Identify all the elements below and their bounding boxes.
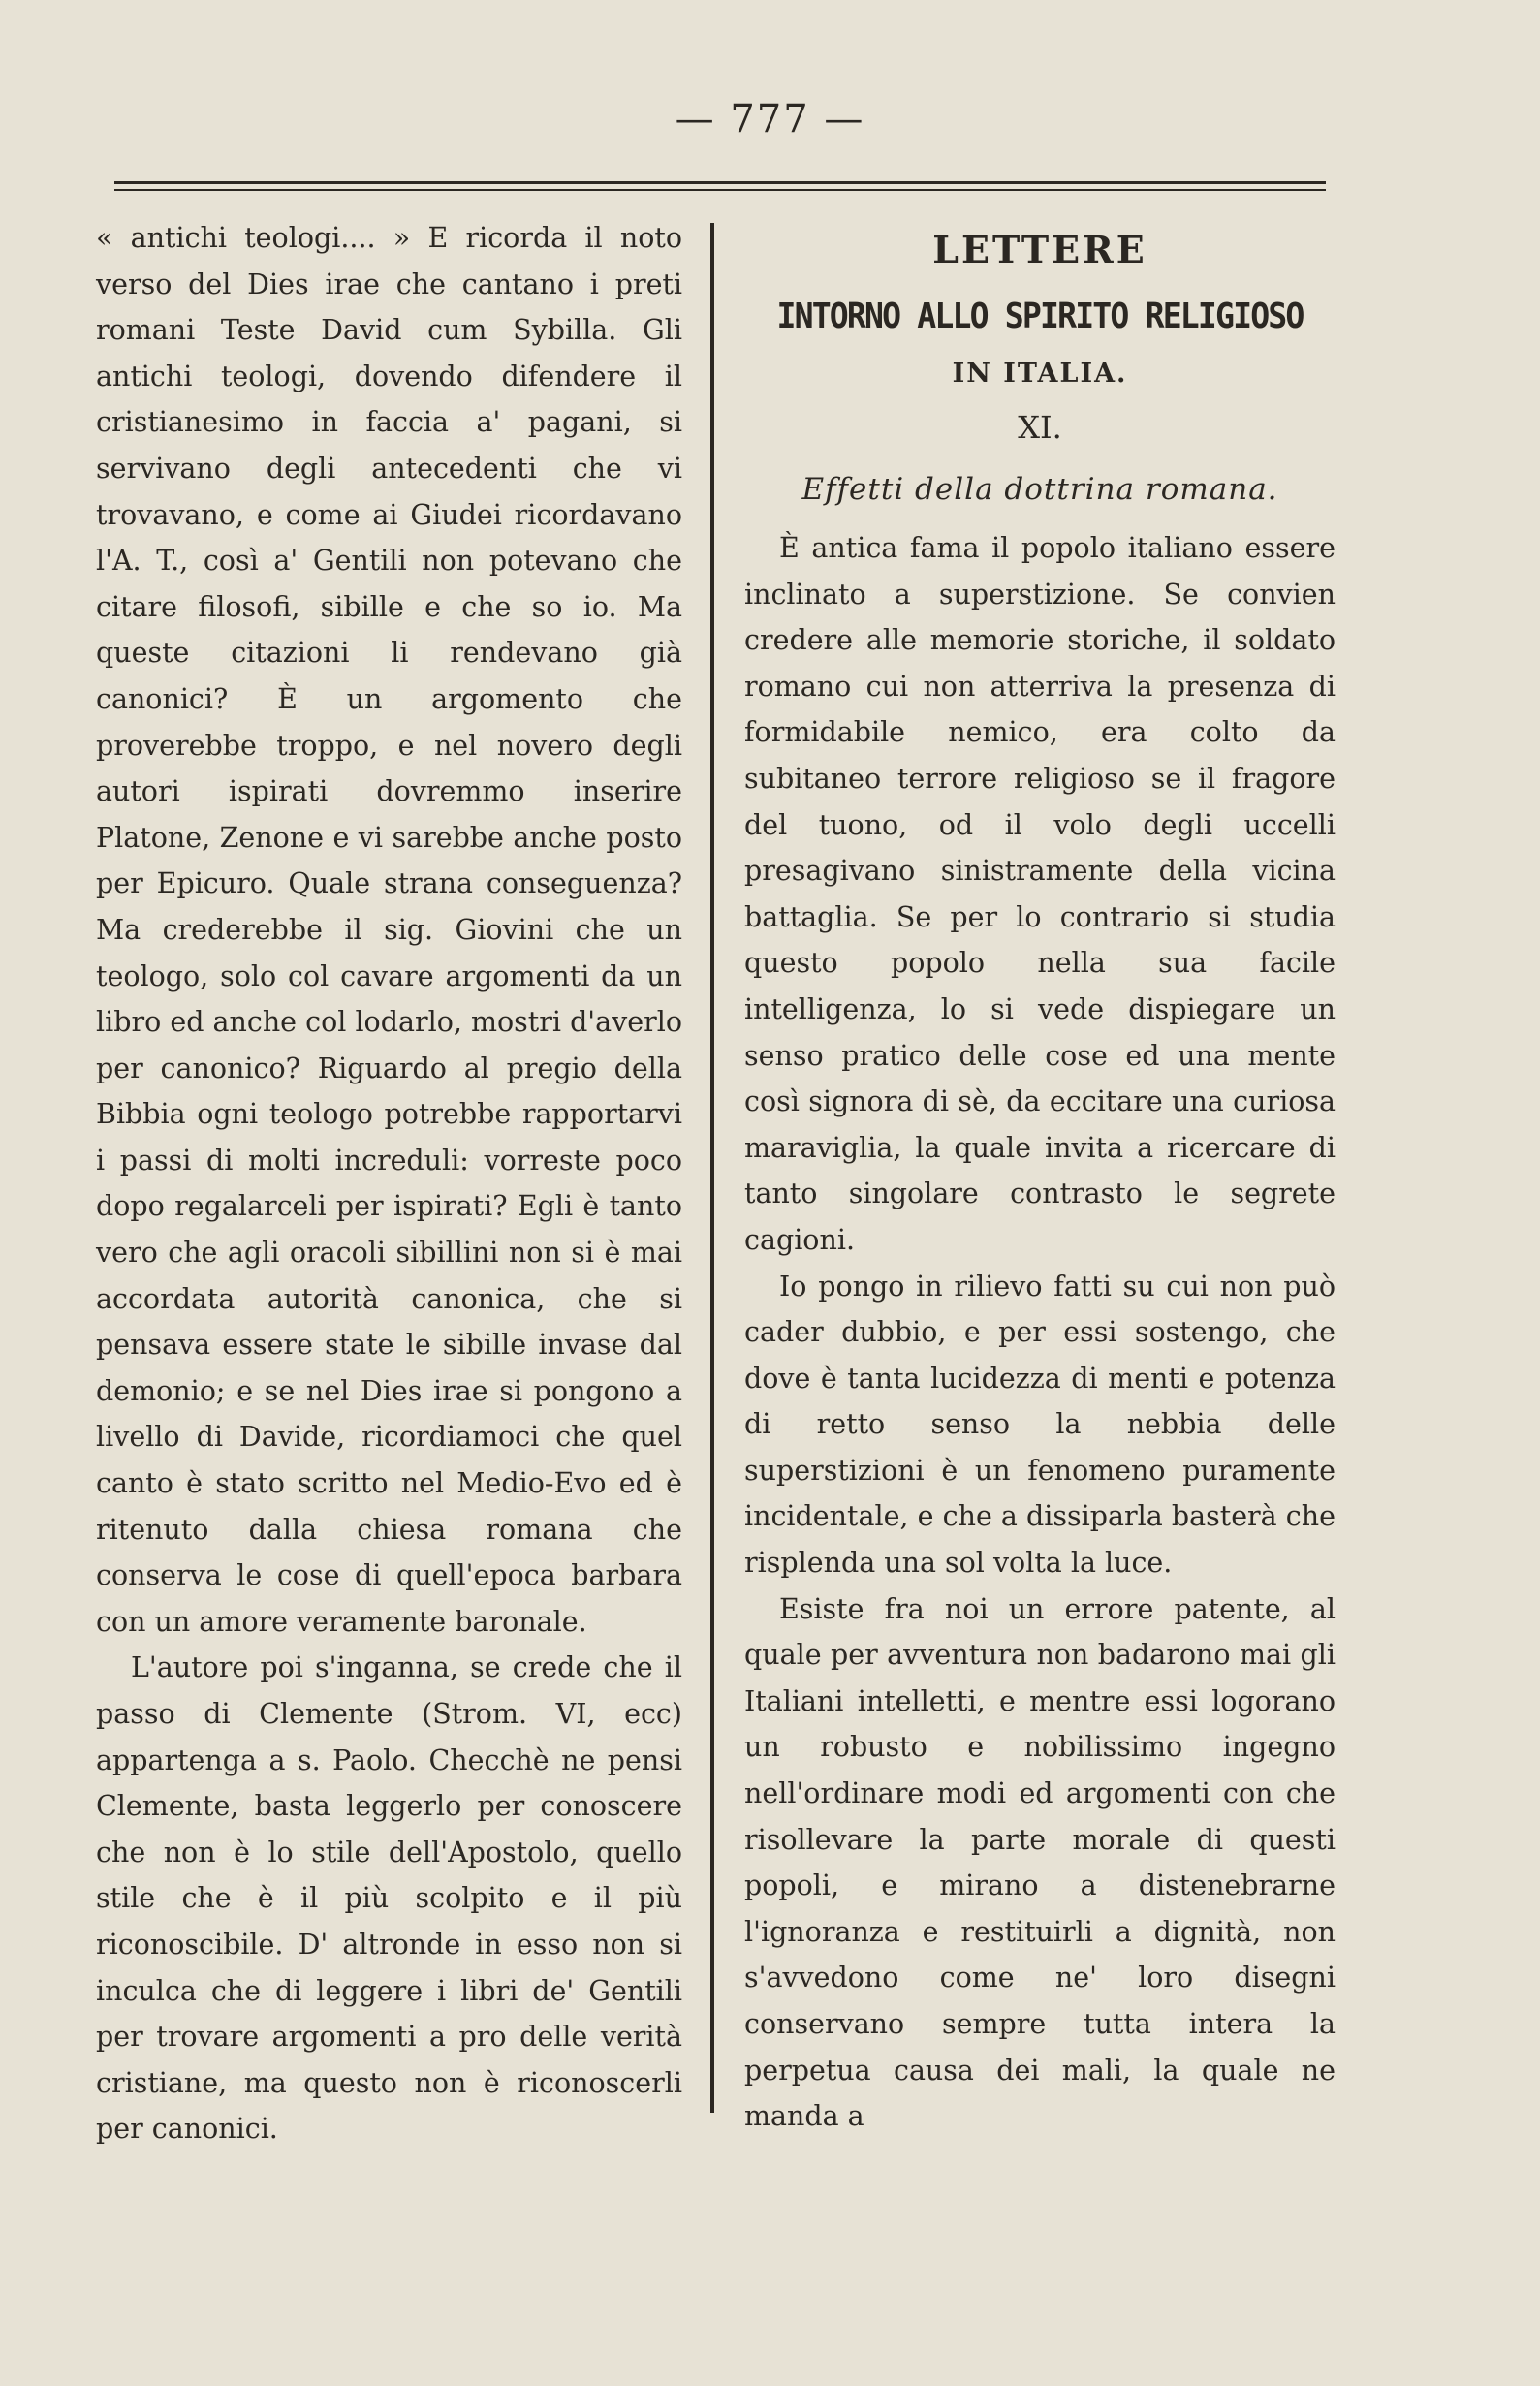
section-number: XI. bbox=[1018, 409, 1062, 446]
right-paragraph-3: Esiste fra noi un errore patente, al quale per avventura non badarono mai gli Italiani intelletti, e mentre essi logorano un robusto e nobilissimo ingegno nell'ordinare modi ed argomenti con che risollevare la parte morale di questi popoli, e mirano a distenebrarne l'ignoranza e restituirli a dignità, non s'avvedono come ne' loro disegni conservano sempre tutta intera la perpetua causa dei mali, la quale ne manda a bbox=[744, 1592, 1336, 2133]
article-heading bbox=[744, 221, 1336, 518]
header-rule bbox=[114, 181, 1326, 191]
section-title: Effetti della dottrina romana. bbox=[801, 472, 1278, 507]
right-column bbox=[744, 215, 1336, 2140]
left-paragraph-2: L'autore poi s'inganna, se crede che il passo di Clemente (Strom. VI, ecc) appartenga a s. Paolo. Checchè ne pensi Clemente, basta leggerlo per conoscere che non è lo stile dell'Apostolo, quello stile che è il più scolpito e il più riconoscibile. D' altronde in esso non si inculca che di leggere i libri de' Gentili per trovare argomenti a pro delle verità cristiane, ma questo non è riconoscerli per canonici. bbox=[96, 1651, 682, 2146]
left-column bbox=[96, 215, 682, 2152]
left-paragraph-1: « antichi teologi.... » E ricorda il noto verso del Dies irae che cantano i preti romani Teste David cum Sybilla. Gli antichi teologi, dovendo difendere il cristianesimo in faccia a' pagani, si servivano degli antecedenti che vi trovavano, e come ai Giudei ricordavano l'A. T., così a' Gentili non potevano che citare filosofi, sibille e che so io. Ma queste citazioni li rendevano già canonici? È un argomento che proverebbe troppo, e nel novero degli autori ispirati dovremmo inserire Platone, Zenone e vi sarebbe anche posto per Epicuro. Quale strana conseguenza? Ma crederebbe il sig. Giovini che un teologo, solo col cavare argomenti da un libro ed anche col lodarlo, mostri d'averlo per canonico? Riguardo al pregio della Bibbia ogni teologo potrebbe rapportarvi i passi di molti increduli: vorreste poco dopo regalarceli per ispirati? Egli è tanto vero che agli oracoli sibillini non si è mai accordata autorità canonica, che si pensava essere state le sibille invase dal demonio; e se nel Dies irae si pongono a livello di Davide, ricordiamoci che quel canto è stato scritto nel Medio-Evo ed è ritenuto dalla chiesa romana che conserva le cose di quell'epoca barbara con un amore veramente baronale. bbox=[96, 222, 682, 1638]
page-number: — 777 — bbox=[675, 97, 865, 141]
right-paragraph-2: Io pongo in rilievo fatti su cui non può cader dubbio, e per essi sostengo, che dove è tanta lucidezza di menti e potenza di retto senso la nebbia delle superstizioni è un fenomeno puramente incidentale, e che a dissiparla basterà che risplenda una sol volta la luce. bbox=[744, 1270, 1336, 1580]
column-divider bbox=[710, 223, 714, 2113]
heading-title: LETTERE bbox=[932, 228, 1147, 271]
heading-place: IN ITALIA. bbox=[952, 359, 1128, 389]
right-paragraph-1: È antica fama il popolo italiano essere inclinato a superstizione. Se convien credere alle memorie storiche, il soldato romano cui non atterriva la presenza di formidabile nemico, era colto da subitaneo terrore religioso se il fragore del tuono, od il volo degli uccelli presagivano sinistramente della vicina battaglia. Se per lo contrario si studia questo popolo nella sua facile intelligenza, lo si vede dispiegare un senso pratico delle cose ed una mente così signora di sè, da eccitare una curiosa maraviglia, la quale invita a ricercare di tanto singolare contrasto le segrete cagioni. bbox=[744, 532, 1336, 1256]
heading-subtitle: INTORNO ALLO SPIRITO RELIGIOSO bbox=[776, 297, 1304, 336]
